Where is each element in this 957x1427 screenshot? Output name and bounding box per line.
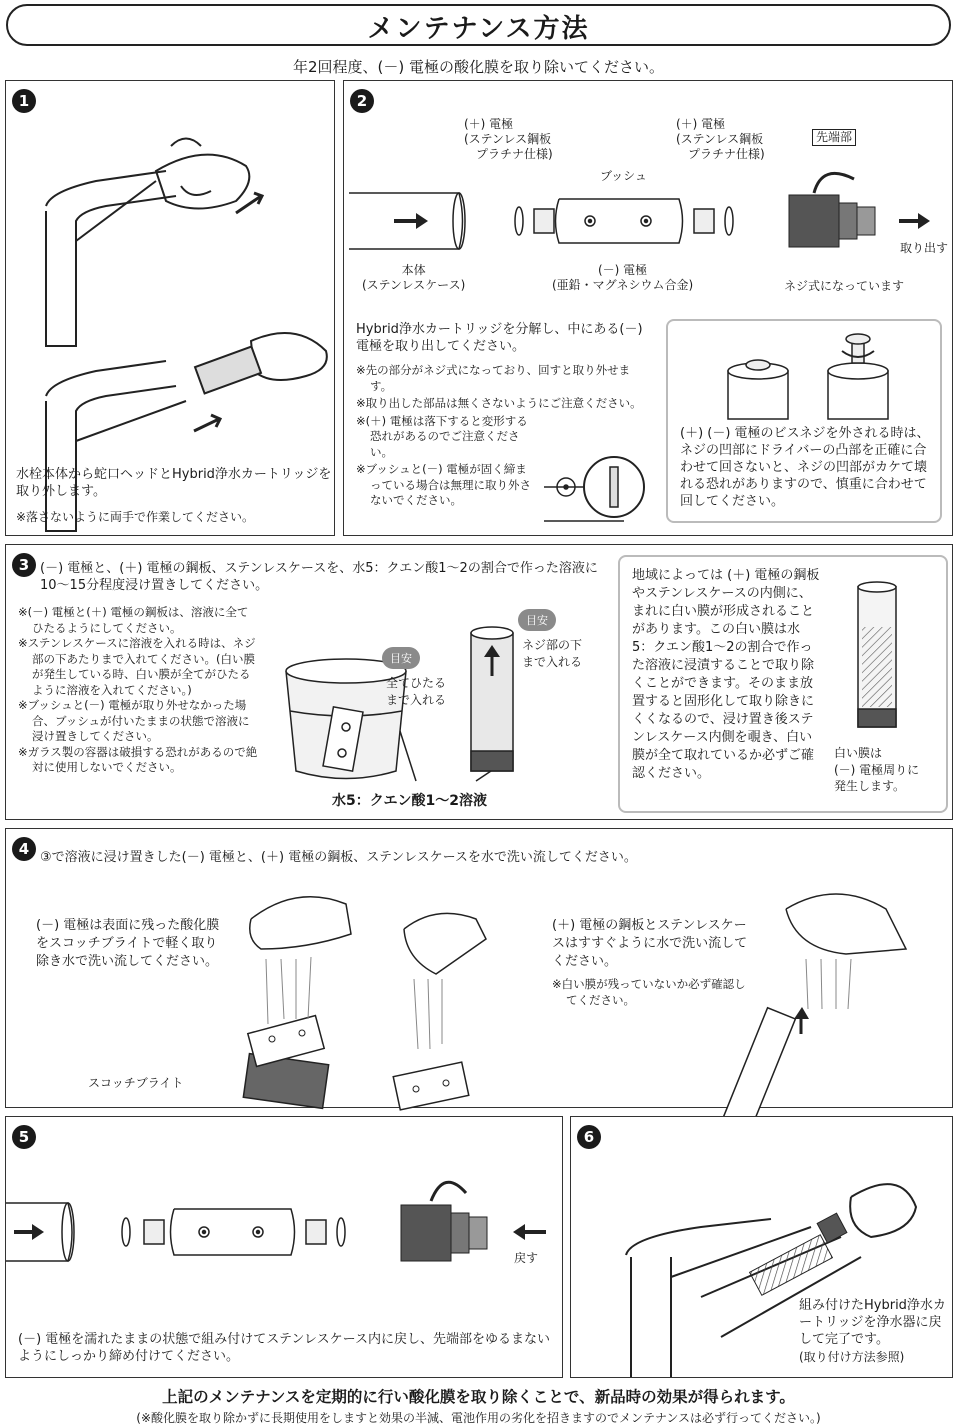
reassembly-diagram bbox=[6, 1173, 564, 1293]
scotch-brite-label: スコッチブライト bbox=[88, 1076, 184, 1090]
white-film-text: 地域によっては (＋) 電極の鋼板やステンレスケースの内側に、まれに白い膜が形成されることがあります。この白い膜は水5：クエン酸1～2の割合で作った溶液に浸漬することで取り除くことができます。そのまま放置すると固形化して取り除きにくくなるので、浸け置き後ステンレスケース内側を覗き、白い膜が全て取れているか必ずご確認ください。 bbox=[632, 568, 820, 781]
step4-panel bbox=[5, 828, 953, 1108]
faucet-removal-illustration bbox=[6, 101, 336, 431]
screw-closeup-illustration bbox=[544, 451, 654, 531]
screw-removal-illustration bbox=[668, 321, 938, 421]
step5-text: (－) 電極を濡れたままの状態で組み付けてステンレスケース内に戻し、先端部をゆるまないようにしっかり締め付けてください。 bbox=[18, 1332, 551, 1364]
label-body: 本体 (ステンレスケース) bbox=[362, 263, 466, 292]
step2-number: 2 bbox=[350, 89, 374, 113]
white-film-box bbox=[618, 555, 948, 813]
step3-note-4: ※ガラス製の容器は破損する恐れがあるので絶対に使用しないでください。 bbox=[18, 744, 258, 774]
step3-note-1: ※(－) 電極と(＋) 電極の鋼板は、溶液に全てひたるようにしてください。 bbox=[18, 605, 249, 635]
label-plus-electrode-left: (＋) 電極 (ステンレス鋼板 プラチナ仕様) bbox=[464, 117, 553, 161]
step5-panel bbox=[5, 1116, 563, 1378]
step4-right-text: (＋) 電極の鋼板とステンレスケースはすすぐように水で洗い流してください。 bbox=[552, 918, 748, 969]
screw-warning-text: (＋) (－) 電極のビスネジを外される時は、ネジの凹部にドライバーの凸部を正確に合わせて回さないと、ネジの凹部がカケて壊れる恐れがありますので、慎重に合わせて回してください。 bbox=[680, 426, 930, 509]
step3-text: (－) 電極と、(＋) 電極の鋼板、ステンレスケースを、水5：クエン酸1～2の割合で作った溶液に10～15分程度浸け置きしてください。 bbox=[40, 561, 598, 593]
label-minus-electrode: (－) 電極 (亜鉛・マグネシウム合金) bbox=[552, 263, 694, 292]
label-tip: 先端部 bbox=[812, 129, 856, 146]
label-soak-all: 全てひたる まで入れる bbox=[386, 676, 447, 707]
screw-warning-box bbox=[666, 319, 942, 523]
guide-badge-left: 目安 bbox=[382, 647, 420, 669]
step6-number: 6 bbox=[577, 1125, 601, 1149]
rinse-illustration bbox=[6, 879, 946, 1099]
step2-note-3: ※(＋) 電極は落下すると変形する恐れがあるのでご注意ください。 bbox=[356, 413, 528, 459]
step3-notes bbox=[18, 605, 258, 776]
step1-panel bbox=[5, 80, 335, 536]
step6-text: 組み付けたHybrid浄水カートリッジを浄水器に戻して完了です。 bbox=[799, 1298, 946, 1347]
step3-note-3: ※ブッシュと(－) 電極が取り外せなかった場合、ブッシュが付いたままの状態で溶液に浸け置きしてください。 bbox=[18, 698, 250, 743]
label-screw: ネジ式になっています bbox=[784, 279, 905, 293]
step3-panel bbox=[5, 544, 953, 820]
step4-text: ③で溶液に浸け置きした(－) 電極と、(＋) 電極の鋼板、ステンレスケースを水で洗い流してください。 bbox=[40, 850, 637, 865]
footer-main: 上記のメンテナンスを定期的に行い酸化膜を取り除くことで、新品時の効果が得られます。 bbox=[162, 1388, 795, 1406]
step2-panel bbox=[343, 80, 953, 536]
step3-note-2: ※ステンレスケースに溶液を入れる時は、ネジ部の下あたりまで入れてください。(白い膜が発生している時、白い膜が全てがひたるように溶液を入れてください。) bbox=[18, 636, 256, 697]
step2-note-1: ※先の部分がネジ式になっており、回すと取り外せます。 bbox=[356, 363, 631, 393]
label-plus-electrode-right: (＋) 電極 (ステンレス鋼板 プラチナ仕様) bbox=[676, 117, 765, 161]
solution-label: 水5：クエン酸1～2溶液 bbox=[332, 793, 487, 809]
step5-number: 5 bbox=[12, 1125, 36, 1149]
step1-note: ※落さないように両手で作業してください。 bbox=[16, 510, 255, 524]
label-thread: ネジ部の下 まで入れる bbox=[522, 638, 583, 669]
white-film-caption: 白い膜は (－) 電極周りに 発生します。 bbox=[834, 746, 920, 793]
label-bush: ブッシュ bbox=[600, 169, 647, 183]
white-film-illustration bbox=[854, 587, 934, 737]
page-title: メンテナンス方法 bbox=[367, 14, 590, 44]
step2-text: Hybrid浄水カートリッジを分解し、中にある(－) 電極を取り出してください。 bbox=[356, 322, 643, 354]
step2-note-4: ※ブッシュと(－) 電極が固く締まっている場合は無理に取り外さないでください。 bbox=[356, 462, 531, 507]
step2-note-2: ※取り出した部品は無くさないようにご注意ください。 bbox=[356, 396, 642, 410]
guide-badge-right: 目安 bbox=[518, 609, 556, 631]
step1-text: 水栓本体から蛇口ヘッドとHybrid浄水カートリッジを取り外します。 bbox=[16, 467, 332, 499]
step3-number: 3 bbox=[12, 553, 36, 577]
label-remove: 取り出す bbox=[900, 241, 949, 255]
step6-note: (取り付け方法参照) bbox=[799, 1350, 905, 1364]
step4-left-text: (－) 電極は表面に残った酸化膜をスコッチブライトで軽く取り除き水で洗い流してください。 bbox=[36, 918, 220, 969]
label-return: 戻す bbox=[514, 1251, 539, 1265]
page-subtitle: 年2回程度、(－) 電極の酸化膜を取り除いてください。 bbox=[292, 58, 665, 76]
footer-note: (※酸化膜を取り除かずに長期使用をしますと効果の半減、電池作用の劣化を招きますのでメンテナンスは必ず行ってください。) bbox=[136, 1411, 821, 1425]
step6-panel bbox=[570, 1116, 953, 1378]
step4-number: 4 bbox=[12, 837, 36, 861]
step4-right-note: ※白い膜が残っていないか必ず確認してください。 bbox=[552, 977, 746, 1007]
step1-number: 1 bbox=[12, 89, 36, 113]
